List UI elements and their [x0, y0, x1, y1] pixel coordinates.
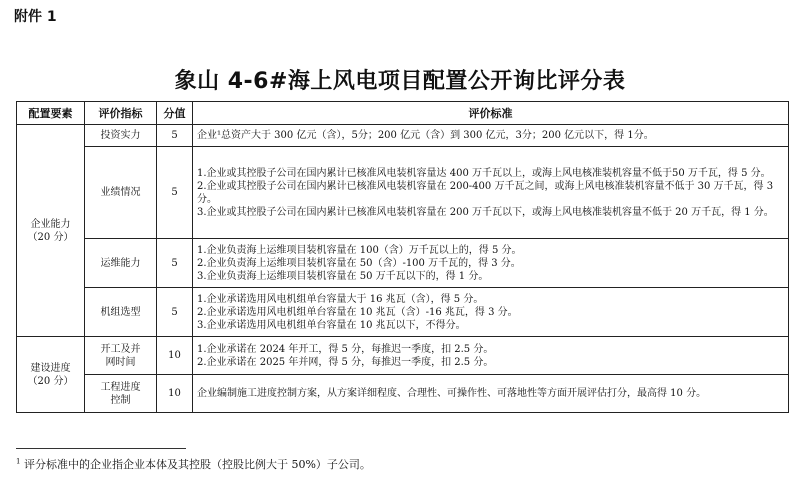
header-score: 分值: [157, 102, 193, 125]
criteria-line: 3.企业或其控股子公司在国内累计已核准风电装机容量在 200 万千瓦以下，或海上风电核准装机容量不低于 20 万千瓦，得 1 分。: [197, 206, 774, 218]
score-cell: 5: [157, 125, 193, 147]
footnote: [16, 456, 371, 472]
attachment-label: 附件 1: [14, 9, 57, 25]
criteria-line: 1.企业承诺在 2024 年开工，得 5 分，每推迟一季度，扣 2.5 分。: [197, 343, 494, 355]
scoring-table: [16, 101, 789, 413]
indicator-label: 业绩情况: [100, 187, 141, 198]
criteria-line: 2.企业或其控股子公司在国内累计已核准风电装机容量在 200-400 万千瓦之间，或海上风电核准装机容量不低于 30 万千瓦，得 3 分。: [197, 180, 774, 205]
criteria-cell: [193, 337, 789, 375]
category-score: （20 分）: [27, 231, 74, 243]
table-row: [17, 147, 789, 239]
indicator-cell: [85, 375, 157, 413]
table-row: [17, 239, 789, 288]
category-schedule: [17, 337, 85, 413]
criteria-line: 1.企业负责海上运维项目装机容量在 100（含）万千瓦以上的，得 5 分。: [197, 244, 522, 256]
criteria-cell: [193, 147, 789, 239]
criteria-cell: [193, 375, 789, 413]
header-criteria: 评价标准: [193, 102, 789, 125]
criteria-line: 1.企业或其控股子公司在国内累计已核准风电装机容量达 400 万千瓦以上，或海上风电核准装机容量不低于50 万千瓦，得 5 分。: [197, 167, 771, 179]
footnote-divider: [16, 448, 186, 449]
criteria-line: 2.企业承诺选用风电机组单台容量在 10 兆瓦（含）-16 兆瓦，得 3 分。: [197, 306, 518, 318]
criteria-line: 3.企业负责海上运维项目装机容量在 50 万千瓦以下的，得 1 分。: [197, 270, 489, 282]
criteria-cell: [193, 125, 789, 147]
criteria-line: 企业编制施工进度控制方案，从方案详细程度、合理性、可操作性、可落地性等方面开展评估打分，最高得 10 分。: [197, 388, 707, 399]
table-header-row: [17, 102, 789, 125]
table-row: [17, 337, 789, 375]
criteria-cell: [193, 288, 789, 337]
criteria-line: 2.企业承诺在 2025 年并网，得 5 分，每推迟一季度，扣 2.5 分。: [197, 356, 494, 368]
footnote-text: 评分标准中的企业指企业本体及其控股（控股比例大于 50%）子公司。: [23, 458, 371, 471]
indicator-label: 运维能力: [100, 257, 141, 269]
indicator-cell: [85, 147, 157, 239]
indicator-label: 控制: [110, 394, 131, 406]
document-title: 象山 4-6#海上风电项目配置公开询比评分表: [174, 69, 626, 94]
indicator-label: 投资实力: [100, 130, 141, 141]
indicator-cell: [85, 239, 157, 288]
category-score: （20 分）: [27, 375, 74, 387]
score-cell: 5: [157, 239, 193, 288]
category-label: 建设进度: [30, 362, 71, 374]
category-label: 企业能力: [30, 218, 71, 230]
indicator-label: 网时间: [105, 356, 136, 368]
criteria-cell: [193, 239, 789, 288]
indicator-label: 机组选型: [100, 306, 141, 318]
criteria-line: 3.企业承诺选用风电机组单台容量在 10 兆瓦以下，不得分。: [197, 319, 466, 331]
header-config-element: 配置要素: [17, 102, 85, 125]
score-cell: 10: [157, 337, 193, 375]
table-row: [17, 375, 789, 413]
score-cell: 10: [157, 375, 193, 413]
score-cell: 5: [157, 288, 193, 337]
indicator-label: 工程进度: [100, 381, 141, 393]
criteria-line: 2.企业负责海上运维项目装机容量在 50（含）-100 万千瓦的，得 3 分。: [197, 257, 521, 269]
criteria-line: 企业¹总资产大于 300 亿元（含），5分；200 亿元（含）到 300 亿元，3分；200 亿元以下，得 1分。: [197, 130, 654, 141]
score-cell: 5: [157, 147, 193, 239]
table-row: [17, 125, 789, 147]
indicator-label: 开工及并: [100, 343, 141, 355]
table-row: [17, 288, 789, 337]
indicator-cell: [85, 125, 157, 147]
indicator-cell: [85, 288, 157, 337]
category-enterprise: [17, 125, 85, 337]
criteria-line: 1.企业承诺选用风电机组单台容量大于 16 兆瓦（含），得 5 分。: [197, 293, 484, 305]
footnote-marker: 1: [16, 457, 21, 466]
indicator-cell: [85, 337, 157, 375]
header-indicator: 评价指标: [85, 102, 157, 125]
